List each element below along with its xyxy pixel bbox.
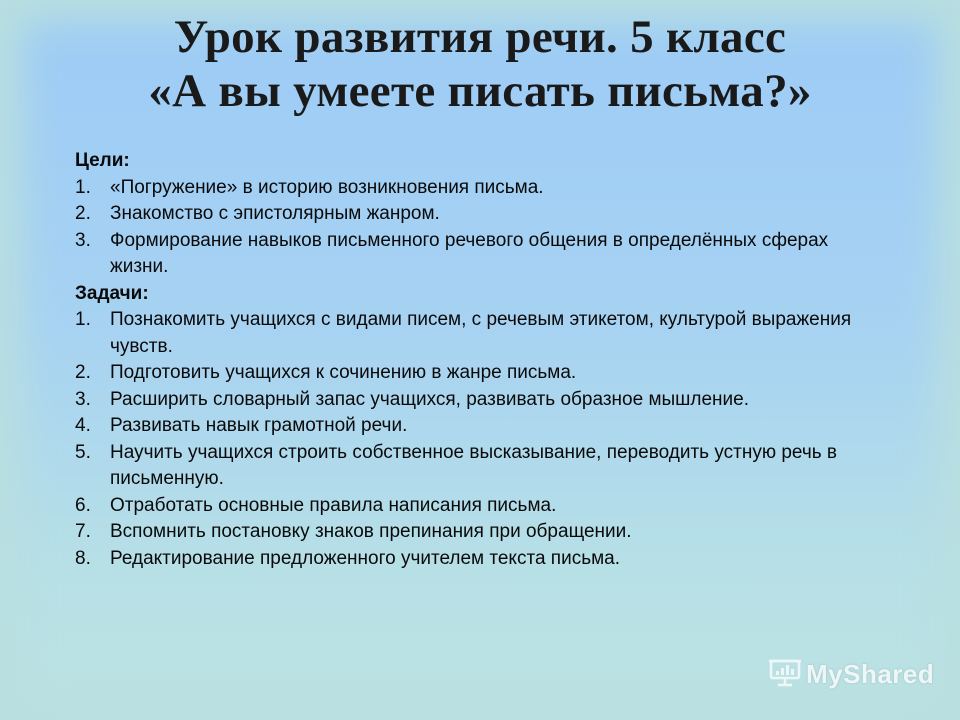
title-line-1: Урок развития речи. 5 класс	[173, 11, 787, 63]
task-item	[75, 413, 875, 440]
goal-number: 1.	[75, 176, 91, 198]
tasks-heading: Задачи:	[75, 282, 149, 304]
goal-item	[75, 228, 875, 281]
task-item	[75, 387, 875, 414]
slide-body	[75, 148, 875, 572]
goal-text: Формирование навыков письменного речевого общения в определённых сферах жизни.	[110, 229, 829, 277]
goals-heading: Цели:	[75, 150, 130, 171]
title-line-2: «А вы умеете писать письма?»	[148, 65, 812, 117]
task-number: 1.	[75, 309, 91, 330]
goal-number: 3.	[75, 229, 91, 251]
task-text: Подготовить учащихся к сочинению в жанре письма.	[110, 362, 577, 383]
task-number: 4.	[75, 415, 91, 436]
goal-item	[75, 175, 875, 202]
task-item	[75, 440, 875, 493]
slide-title	[0, 10, 960, 118]
task-item	[75, 546, 875, 573]
task-text: Редактирование предложенного учителем текста письма.	[110, 547, 621, 569]
task-number: 2.	[75, 362, 91, 383]
task-text: Вспомнить постановку знаков препинания при обращении.	[110, 521, 632, 542]
task-item	[75, 519, 875, 546]
task-text: Отработать основные правила написания письма.	[110, 494, 557, 516]
task-item	[75, 307, 875, 360]
task-text: Развивать навык грамотной речи.	[110, 415, 408, 436]
task-number: 6.	[75, 494, 91, 516]
task-number: 7.	[75, 521, 91, 542]
task-number: 3.	[75, 388, 91, 410]
task-number: 8.	[75, 547, 91, 569]
goal-text: «Погружение» в историю возникновения письма.	[110, 176, 544, 198]
goal-item	[75, 201, 875, 228]
goal-number: 2.	[75, 203, 91, 224]
task-number: 5.	[75, 441, 91, 463]
presentation-board-icon	[768, 657, 802, 692]
tasks-list	[75, 307, 875, 572]
task-text: Познакомить учащихся с видами писем, с речевым этикетом, культурой выражения чувств.	[110, 309, 852, 357]
goal-text: Знакомство с эпистолярным жанром.	[110, 203, 440, 224]
task-text: Научить учащихся строить собственное высказывание, переводить устную речь в письменную.	[110, 441, 838, 489]
task-text: Расширить словарный запас учащихся, развивать образное мышление.	[110, 388, 750, 410]
task-item	[75, 360, 875, 387]
goals-list	[75, 175, 875, 281]
watermark-text: MyShared	[806, 658, 935, 689]
watermark-logo[interactable]	[768, 658, 934, 690]
task-item	[75, 493, 875, 520]
